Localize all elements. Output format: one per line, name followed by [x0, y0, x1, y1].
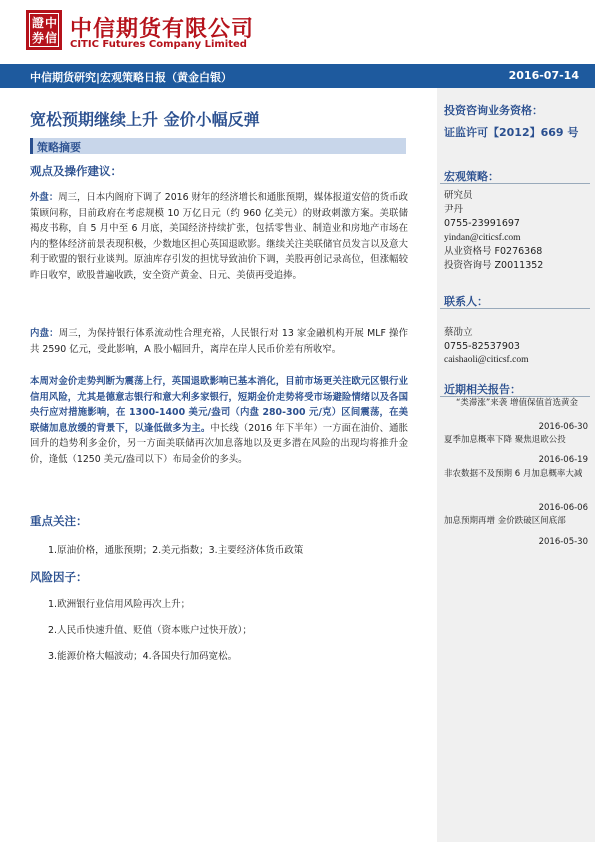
report-title: “类滞涨”来袭 增值保值首选黄金	[455, 398, 578, 408]
external-text: 周三，日本内阁府下调了 2016 财年的经济增长和通胀预期，媒体报道安倍的货币政策顾问称，目前政府在考虑规模 10 万亿日元（约 960 亿美元）的财政刺激方案。美联储褐皮书称，自 5 月中至 6 月底，美国经济持续扩张，包括零售业、制造业和房地产市场在内的整体经济前景表现积极，少数地区担心英国退欧影。继续关注美联储官员发言以及意大利于欧盟的银行业谈判。原油库存引发的担忧导致油价下调，美股再创记录高位，但涨幅较昨日收窄，欧股普遍收跌，安全资产黄金、日元、美债再受追捧。	[30, 192, 408, 281]
risk-heading: 风险因子：	[30, 570, 88, 584]
analyst-consult-no: 投资咨询号 Z0011352	[444, 260, 544, 271]
risk-item: 2.人民币快速升值、贬值（资本账户过快开放）；	[48, 625, 252, 636]
analyst-email: yindan@citicsf.com	[444, 233, 521, 243]
focus-heading: 重点关注：	[30, 514, 88, 528]
qualification-value: 证监许可【2012】669 号	[444, 126, 579, 139]
analyst-name: 尹丹	[444, 204, 464, 215]
divider	[440, 396, 590, 397]
logo-char: 信	[45, 31, 58, 45]
view-heading: 观点及操作建议：	[30, 164, 122, 178]
risk-item: 1.欧洲银行业信用风险再次上升；	[48, 599, 191, 610]
external-paragraph	[30, 190, 408, 283]
report-series: 中信期货研究|宏观策略日报（黄金白银）	[30, 71, 233, 84]
view-rest-text: 中长线（2016 年下半年）一方面在油价、通胀回升的趋势利多金价，另一方面美联储再次加息落地以及更多潜在风险的出现均将推升金价，逢低（1250 美元/盎司以下）布局金价的多头。	[30, 422, 408, 465]
external-label: 外盘：	[30, 192, 59, 203]
logo-seal	[29, 13, 59, 47]
contact-email: caishaoli@citicsf.com	[444, 355, 529, 365]
risk-item: 3.能源价格大幅波动；4.各国央行加码宽松。	[48, 651, 238, 662]
logo-char: 中	[45, 16, 58, 30]
section-bar	[30, 138, 406, 154]
internal-label: 内盘：	[30, 328, 59, 339]
report-title: 夏季加息概率下降 聚焦退欧公投	[444, 435, 566, 445]
analyst-phone: 0755-23991697	[444, 218, 520, 229]
contact-phone: 0755-82537903	[444, 341, 520, 352]
contact-name: 蔡劭立	[444, 327, 473, 338]
report-title: 非农数据不及预期 6 月加息概率大减	[444, 469, 583, 479]
report-title: 加息预期再增 金价跌破区间底部	[444, 516, 566, 526]
company-logo	[26, 10, 62, 50]
focus-item: 1.原油价格，通胀预期；2.美元指数；3.主要经济体货币政策	[48, 545, 304, 556]
report-date: 2016-07-14	[508, 69, 579, 82]
reports-heading: 近期相关报告：	[444, 383, 521, 396]
report-date-item: 2016-06-06	[538, 503, 588, 513]
view-bold-text: 本周对金价走势判断为震荡上行，英国退欧影响已基本消化，目前市场更关注欧元区银行业信用风险，尤其是德意志银行和意大利多家银行，短期金价走势将受市场避险情绪以及各国央行应对措施影响，在 1300-1400 美元/盎司（内盘 280-300 元/克）区间震荡，在美联储加息放缓的背景下，以逢低做多为主。	[30, 376, 408, 434]
divider	[440, 308, 590, 309]
report-date-item: 2016-06-19	[538, 455, 588, 465]
section-label: 策略摘要	[37, 141, 81, 154]
view-paragraph	[30, 374, 408, 467]
company-name-cn: 中信期货有限公司	[70, 17, 255, 42]
internal-paragraph	[30, 326, 408, 357]
company-name-en: CITIC Futures Company Limited	[70, 39, 247, 50]
report-title-main: 宽松预期继续上升 金价小幅反弹	[30, 110, 260, 129]
internal-text: 周三，为保持银行体系流动性合理充裕，人民银行对 13 家金融机构开展 MLF 操作共 2590 亿元，受此影响，A 股小幅回升，离岸在岸人民币价差有所收窄。	[30, 328, 408, 355]
logo-char: 券	[32, 31, 45, 45]
qualification-heading: 投资咨询业务资格：	[444, 104, 543, 117]
macro-heading: 宏观策略：	[444, 170, 499, 183]
analyst-title: 研究员	[444, 190, 473, 201]
report-date-item: 2016-06-30	[538, 422, 588, 432]
logo-char: 證	[32, 16, 45, 30]
report-date-item: 2016-05-30	[538, 537, 588, 547]
analyst-license: 从业资格号 F0276368	[444, 246, 543, 257]
report-banner	[0, 64, 595, 88]
divider	[440, 183, 590, 184]
contact-heading: 联系人：	[444, 295, 488, 308]
